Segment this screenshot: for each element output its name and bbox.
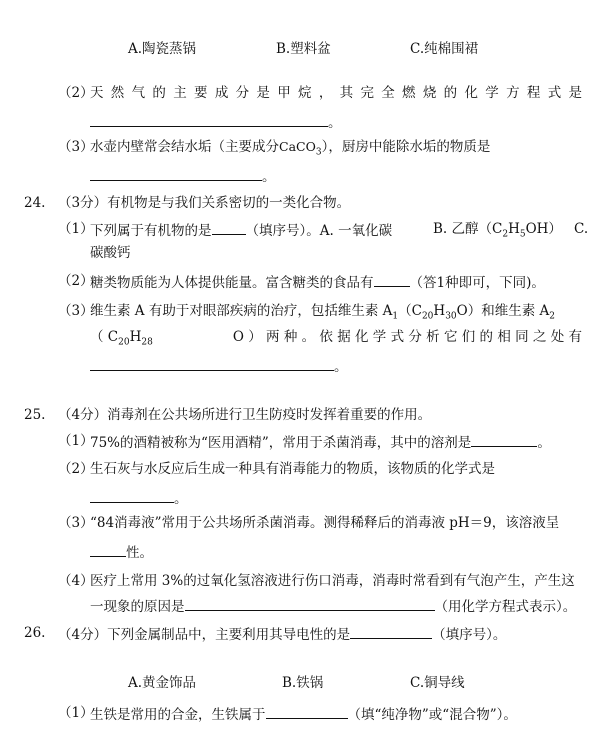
q26-p1-text: 生铁是常用的合金，生铁属于 （填“纯净物”或“混合物”）。 xyxy=(90,704,517,724)
q24-p2-text: 糖类物质能为人体提供能量。富含糖类的食品有 （答1种即可，下同)。 xyxy=(90,272,545,292)
q24-p3-number: （3） xyxy=(58,303,94,319)
option-a: A.陶瓷蒸锅 xyxy=(128,41,197,57)
q23-p3-answer-line: 。 xyxy=(90,166,276,186)
q23-p3-text: 水壶内壁常会结水垢（主要成分CaCO$_3$），厨房中能除水垢的物质是 xyxy=(90,139,491,158)
q25-title: （4分）消毒剂在公共场所进行卫生防疫时发挥着重要的作用。 xyxy=(58,407,432,423)
answer-blank[interactable] xyxy=(350,624,432,639)
q24-title: （3分）有机物是与我们关系密切的一类化合物。 xyxy=(58,195,351,211)
answer-blank[interactable] xyxy=(266,704,348,719)
option-c: C.纯棉围裙 xyxy=(410,41,479,57)
q26-title: （4分）下列金属制品中，主要利用其导电性的是 （填序号）。 xyxy=(58,624,506,644)
q25-p2-number: （2） xyxy=(58,461,94,477)
q24-number: 24. xyxy=(24,195,46,211)
q26-number: 26. xyxy=(24,625,46,641)
q26-p1-number: （1） xyxy=(58,705,94,721)
q23-p3-number: （3） xyxy=(58,139,94,155)
q24-p2-number: （2） xyxy=(58,273,94,289)
answer-blank[interactable] xyxy=(90,112,328,127)
q24-p3-text: 维生素 A 有助于对眼部疾病的治疗，包括维生素 $A_1(C_{20}H_{30}O)$和维生素 $A_2$ xyxy=(90,303,555,322)
q24-p1-option-b: B. 乙醇$(C_2H_5OH)$ xyxy=(433,221,562,240)
q25-number: 25. xyxy=(24,407,46,423)
q23-p2-answer-line: 。 xyxy=(90,112,342,132)
answer-blank[interactable] xyxy=(185,596,435,611)
q23-p2-text: 天 然 气 的 主 要 成 分 是 甲 烷 ， 其 完 全 燃 烧 的 化 学 方 程 式 是 xyxy=(90,85,582,101)
answer-blank[interactable] xyxy=(90,166,262,181)
answer-blank[interactable] xyxy=(90,542,126,557)
q24-p1-continuation: 碳酸钙 xyxy=(90,245,131,261)
q25-p3-text: “84消毒液”常用于公共场所杀菌消毒。测得稀释后的消毒液 pH＝9，该溶液呈 xyxy=(90,515,560,531)
answer-blank[interactable] xyxy=(374,272,410,287)
q25-p3-number: （3） xyxy=(58,515,94,531)
q26-option-b: B.铁锅 xyxy=(282,675,324,691)
q24-p1-text: 下列属于有机物的是 （填序号）。A. 一氧化碳 xyxy=(90,220,392,240)
q25-p1-text: 75%的酒精被称为“医用酒精”，常用于杀菌消毒，其中的溶剂是 。 xyxy=(90,432,551,452)
answer-blank[interactable] xyxy=(90,488,174,503)
q24-p1-number: （1） xyxy=(58,221,94,237)
q25-p1-number: （1） xyxy=(58,433,94,449)
option-b: B.塑料盆 xyxy=(276,41,331,57)
q25-p4-number: （4） xyxy=(58,573,94,589)
q26-option-c: C.铜导线 xyxy=(410,675,465,691)
answer-blank[interactable] xyxy=(471,432,537,447)
q24-p3-text-line2: （ $C_{20}H_{28}$ O ） 两 种 。 依 据 化 学 式 分 析 它 们 的 相 同 之 处 有 xyxy=(90,329,582,348)
q25-p3-continuation: 性。 xyxy=(90,542,153,562)
q25-p2-answer-line: 。 xyxy=(90,488,188,508)
q25-p2-text: 生石灰与水反应后生成一种具有消毒能力的物质，该物质的化学式是 xyxy=(90,461,495,477)
q24-p1-option-c: C. xyxy=(574,221,589,237)
q25-p4-text: 医疗上常用 3%的过氧化氢溶液进行伤口消毒，消毒时常看到有气泡产生，产生这 xyxy=(90,573,575,589)
answer-blank[interactable] xyxy=(212,220,246,235)
q26-option-a: A.黄金饰品 xyxy=(128,675,197,691)
q23-p2-number: （2） xyxy=(58,85,94,101)
q25-p4-continuation: 一现象的原因是 （用化学方程式表示）。 xyxy=(90,596,576,616)
q24-p3-answer-line: 。 xyxy=(90,356,348,376)
answer-blank[interactable] xyxy=(90,356,334,371)
